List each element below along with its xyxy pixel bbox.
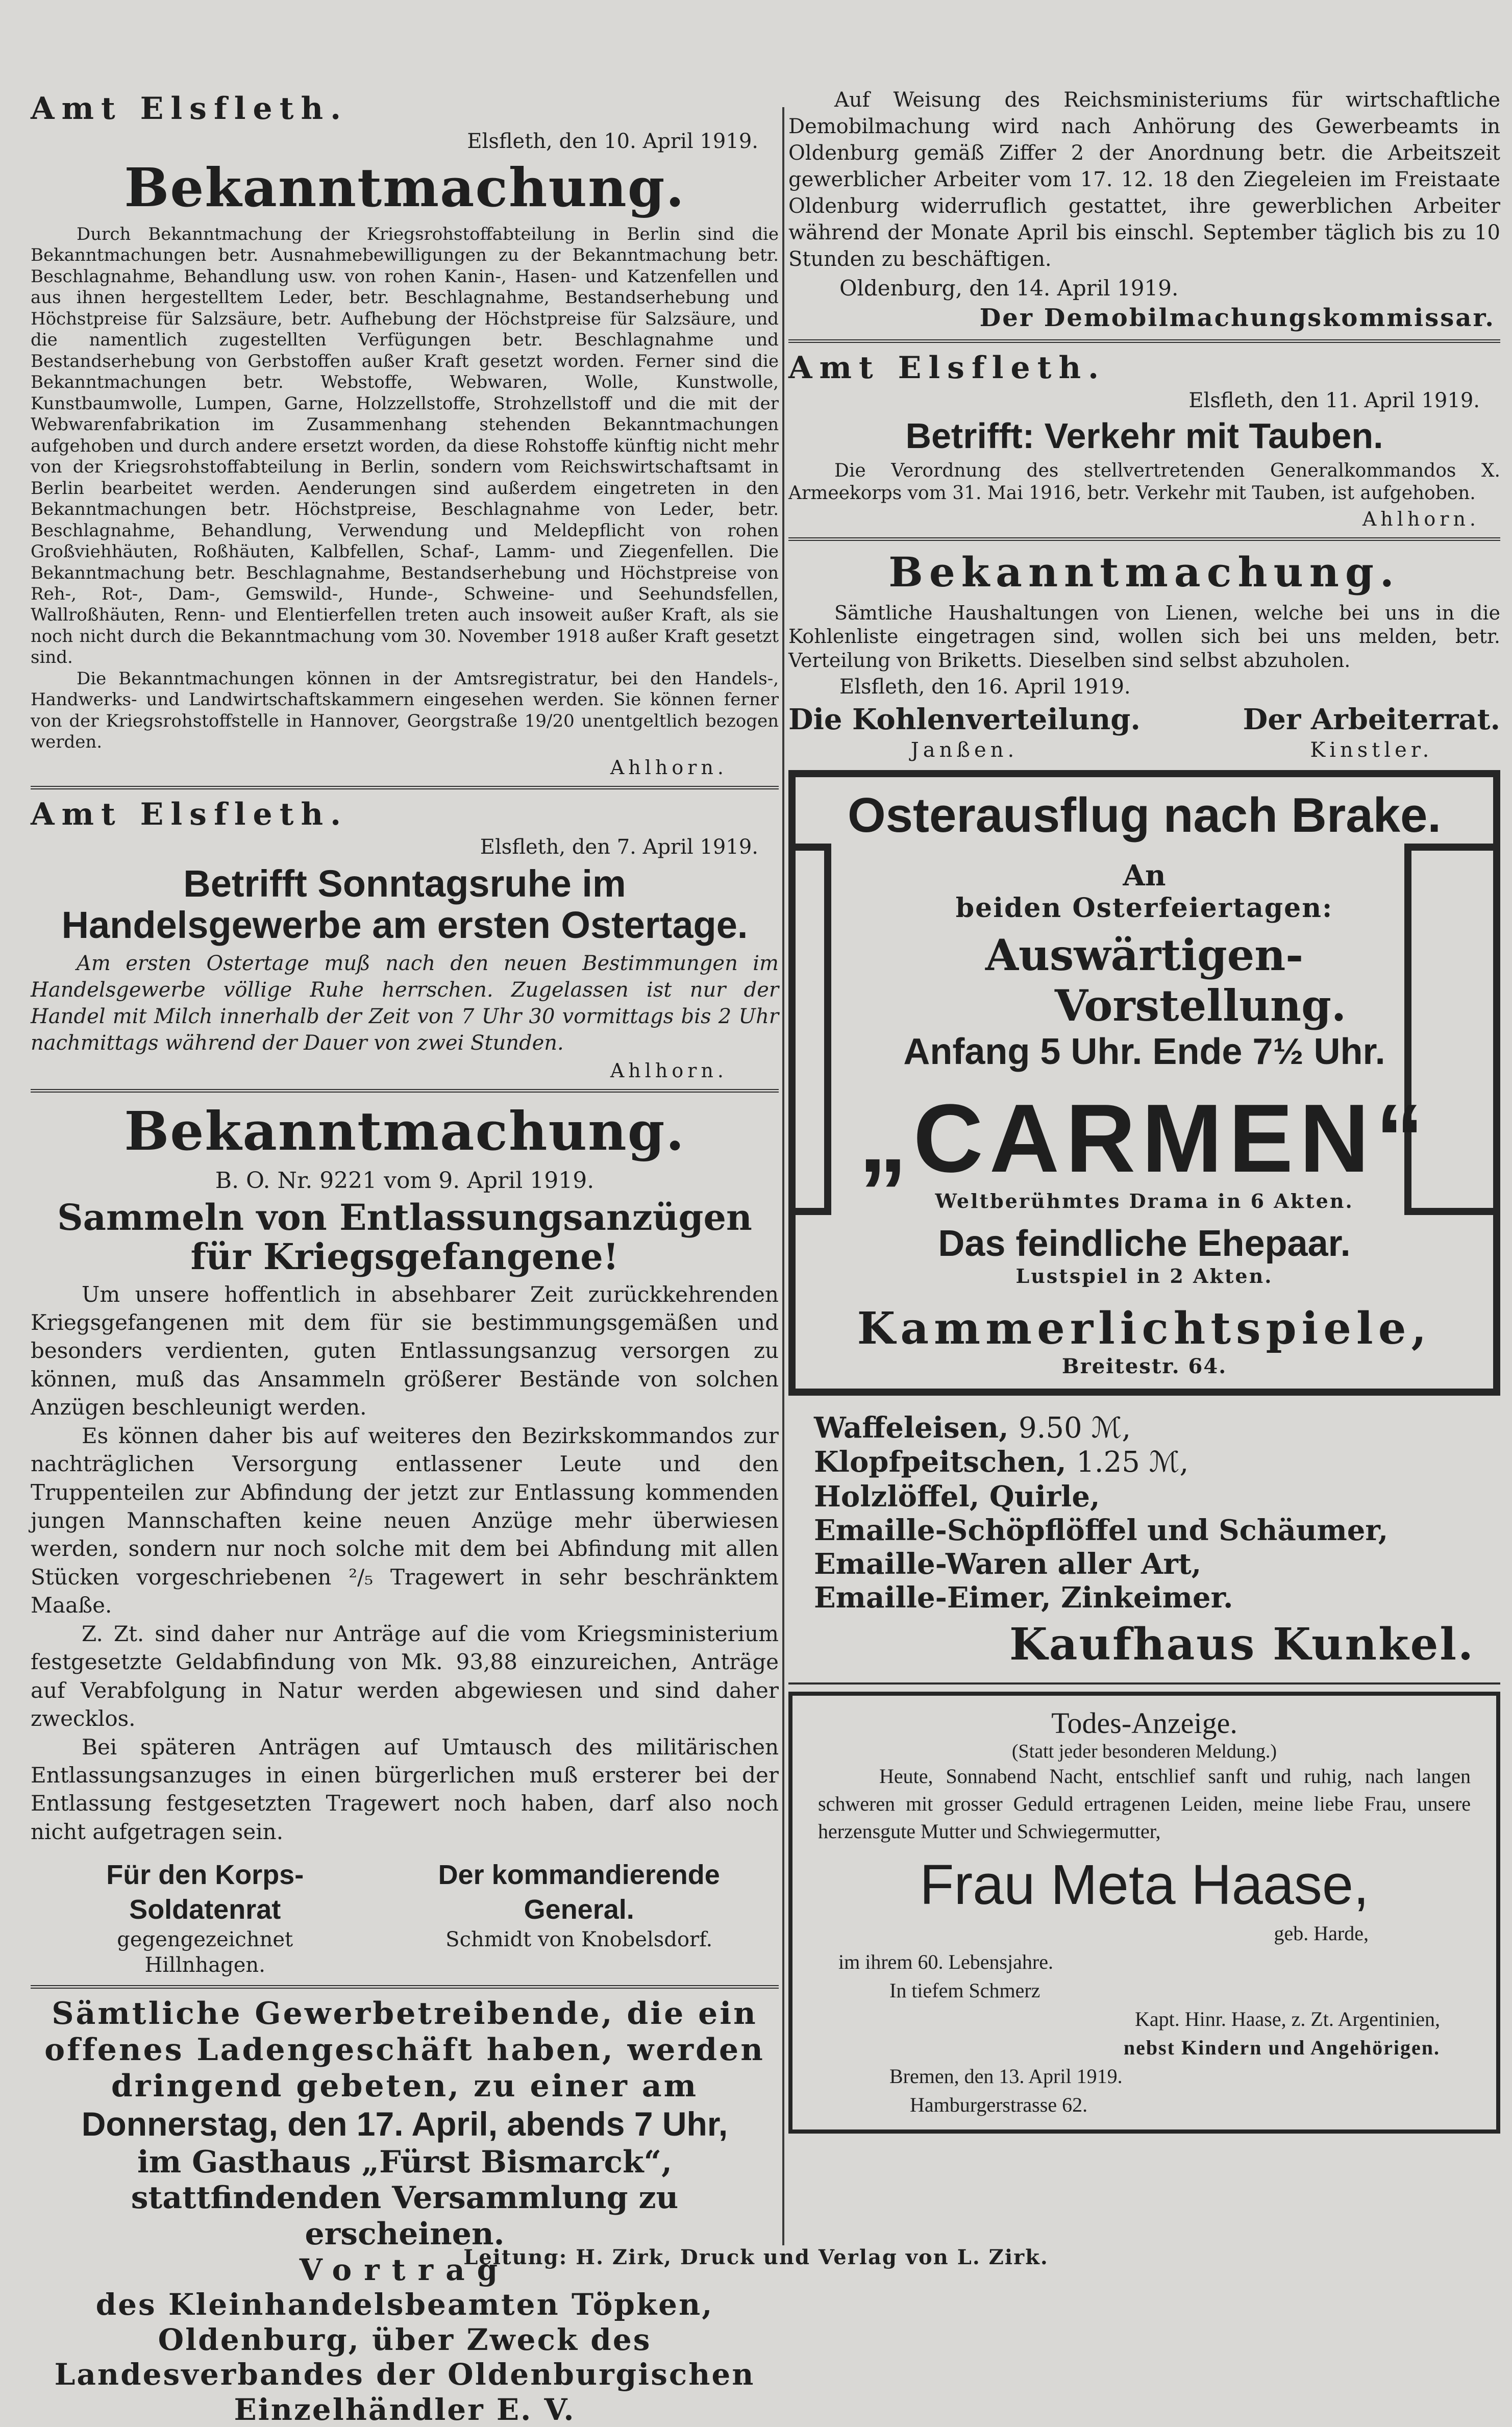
notice-paragraph: Am ersten Ostertage muß nach den neuen Bestimmungen im Handelsgewerbe völlige Ruhe herrschen. Zugelassen ist nur der Handel mit Milch innerhalb der Zeit von 7 Uhr 30 vormittags bis 2 Uhr nachmittags während der Dauer von zwei Stunden. — [31, 951, 779, 1055]
notice-paragraph: Sämtliche Haushaltungen von Lienen, welche bei uns in die Kohlenliste eingetragen sind, wollen sich bei uns melden, betr. Verteilung von Briketts. Dieselben sind selbst abzuholen. — [788, 601, 1500, 672]
mourner-line: Kapt. Hinr. Haase, z. Zt. Argentinien, — [1134, 2007, 1440, 2030]
notice-heading: Amt Elsfleth. — [31, 91, 348, 127]
notice-paragraph: Durch Bekanntmachung der Kriegsrohstoffabteilung in Berlin sind die Bekanntmachungen betr. Ausnahmebewilligungen zu der Bekanntmachung betr. Beschlagnahme, Behandlung usw. von rohen Kanin-, Hasen- und Katzenfellen und aus ihnen hergestelltem Leder, betr. Beschlagnahme, Bestandserhebung und Höchstpreise für Salzsäure, betr. Aufhebung der Höchstpreise für Salzsäure, und die namentlich zugestellten Verfügungen betr. Beschlagnahme und Bestandserhebung von Gerbstoffen außer Kraft gesetzt worden. Ferner sind die Bekanntmachungen betr. Webstoffe, Webwaren, Wolle, Kunstwolle, Kunstbaumwolle, Lumpen, Garne, Holzzellstoffe, Strohzellstoff und die mit der Webwarenfabrikation im Zusammenhang stehenden Bekanntmachungen aufgehoben und durch andere ersetzt worden, da diese Rohstoffe künftig nicht mehr von der Kriegsrohstoffabteilung in Berlin, sondern vom Reichswirtschaftsamt in Berlin bearbeitet werden. Aenderungen sind außerdem eingetreten in den Bekanntmachungen betr. Höchstpreise, Beschlagnahme von Leder, betr. Beschlagnahme, Behandlung, Verwendung und Meldepflicht von rohen Großviehhäuten, Roßhäuten, Kalbfellen, Schaf-, Lamm- und Ziegenfellen. Die Bekanntmachung betr. Beschlagnahme, Bestandserhebung und Höchstpreise von Reh-, Rot-, Dam-, Gemswild-, Hunde-, Schweine- und Seehundsfellen, Wallroßhäuten, Renn- und Elentierfellen treten auch insoweit außer Kraft, als sie noch nicht durch die Bekanntmachung vom 30. November 1918 außer Kraft gesetzt sind. — [31, 224, 779, 668]
shop-item-name: Klopfpeitschen, — [814, 1445, 1067, 1479]
divider — [788, 339, 1500, 343]
left-column — [31, 87, 779, 2427]
notice-signature: Ahlhorn. — [1362, 507, 1480, 530]
notice-subject: Betrifft: Verkehr mit Tauben. — [905, 416, 1383, 456]
deceased-age: im ihrem 60. Lebensjahre. — [838, 1950, 1053, 1973]
signature-right — [379, 1858, 779, 1978]
shop-item: Emaille-Waren aller Art, — [814, 1547, 1202, 1581]
divider — [31, 786, 779, 789]
signature-line: Hillnhagen. — [144, 1953, 265, 1977]
meeting-lecture-label: Vortrag — [299, 2252, 510, 2287]
cinema-line1: Auswärtigen- — [985, 929, 1304, 980]
column-divider — [782, 107, 784, 2245]
deceased-nee: geb. Harde, — [1274, 1921, 1369, 1945]
notice-paragraph: Bei späteren Anträgen auf Umtausch des militärischen Entlassungsanzuges in einen bürgerlichen muß ersterer bei der Entlassung festgesetzten Tragewert noch haben, darf also noch nicht aufgetragen sein. — [31, 1734, 779, 1844]
notice-date: Elsfleth, den 11. April 1919. — [1188, 389, 1480, 412]
notice-reference: B. O. Nr. 9221 vom 9. April 1919. — [215, 1167, 594, 1194]
notice-paragraph: Z. Zt. sind daher nur Anträge auf die vom Kriegsministerium festgesetzte Geldabfindung von Mk. 93,88 einzureichen, Anträge auf Verabfolgung in Natur werden abgewiesen und sind daher zwecklos. — [31, 1621, 779, 1731]
notice-heading: Amt Elsfleth. — [788, 350, 1106, 386]
meeting-date: Donnerstag, den 17. April, abends 7 Uhr, — [81, 2104, 728, 2143]
signature-row — [788, 702, 1500, 763]
notice-subject: Betrifft Sonntagsruhe im Handelsgewerbe am ersten Ostertage. — [61, 862, 748, 947]
meeting-invitation: Sämtliche Gewerbetreibende, die ein offenes Ladengeschäft haben, werden dringend gebeten, zu einer am — [44, 1996, 765, 2104]
shop-item-name: Waffeleisen, — [814, 1411, 1009, 1445]
cinema-venue: Kammerlichtspiele, — [857, 1303, 1432, 1355]
notice-date: Elsfleth, den 7. April 1919. — [480, 835, 758, 859]
meeting-lecture-topic: des Kleinhandelsbeamten Töpken, Oldenburg, über Zweck des Landesverbandes der Oldenburgischen Einzelhändler E. V. — [54, 2287, 755, 2427]
cinema-days: beiden Osterfeiertagen: — [955, 892, 1333, 924]
notice-tauben — [788, 350, 1500, 530]
notice-signature: Ahlhorn. — [610, 1059, 728, 1082]
place-date: Bremen, den 13. April 1919. — [889, 2064, 1123, 2088]
shop-item: Emaille-Schöpflöffel und Schäumer, — [814, 1513, 1389, 1547]
shop-item: Holzlöffel, Quirle, — [814, 1479, 1100, 1514]
signature-line: Schmidt von Knobelsdorf. — [445, 1928, 713, 1952]
cinema-advertisement — [788, 770, 1500, 1396]
signature-right — [1243, 702, 1500, 763]
notice-amt-elsfleth-1 — [31, 91, 779, 779]
page-footer: Leitung: H. Zirk, Druck und Verlag von L. Zirk. — [463, 2245, 1049, 2269]
right-column — [788, 87, 1500, 2141]
signature-title: Der Arbeiterrat. — [1243, 702, 1500, 736]
notice-date: Elsfleth, den 16. April 1919. — [839, 675, 1131, 699]
shop-item-price: 1.25 ℳ, — [1076, 1446, 1189, 1479]
signature-left — [31, 1858, 379, 1978]
address-line: Hamburgerstrasse 62. — [910, 2093, 1088, 2116]
death-notice-paragraph: Heute, Sonnabend Nacht, entschlief sanft und ruhig, nach langen schweren mit grosser Geduld ertragenen Leiden, meine liebe Frau, unsere herzensgute Mutter und Schwiegermutter, — [818, 1764, 1471, 1843]
meeting-announcement — [31, 1996, 779, 2427]
signature-name: Janßen. — [910, 738, 1019, 762]
divider — [788, 1682, 1500, 1685]
meeting-venue: im Gasthaus „Fürst Bismarck“, — [137, 2144, 672, 2180]
shop-item: Emaille-Eimer, Zinkeimer. — [814, 1580, 1233, 1615]
shop-firm-name: Kaufhaus Kunkel. — [1009, 1618, 1475, 1670]
notice-entlassungsanzuege — [31, 1100, 779, 1978]
notice-title: Bekanntmachung. — [888, 548, 1400, 596]
divider — [31, 1985, 779, 1989]
death-notice-title: Todes-Anzeige. — [1051, 1706, 1237, 1740]
shop-item — [814, 1445, 1475, 1479]
cinema-address: Breitestr. 64. — [1061, 1354, 1227, 1379]
signature-row — [31, 1858, 779, 1978]
signature-title: Der kommandierende General. — [438, 1860, 720, 1925]
cinema-line2: Vorstellung. — [1054, 980, 1347, 1031]
notice-paragraph: Die Verordnung des stellvertretenden Generalkommandos X. Armeekorps vom 31. Mai 1916, betr. Verkehr mit Tauben, ist aufgehoben. — [788, 460, 1500, 504]
death-notice-subtitle: (Statt jeder besonderen Meldung.) — [1011, 1740, 1277, 1762]
notice-date: Oldenburg, den 14. April 1919. — [839, 276, 1179, 301]
notice-paragraph: Auf Weisung des Reichsministeriums für wirtschaftliche Demobilmachung wird nach Anhörung des Gewerbeamts in Oldenburg gemäß Ziffer 2 der Anordnung betr. die Arbeitszeit gewerblicher Arbeiter vom 17. 12. 18 den Ziegeleien im Freistaate Oldenburg widerruflich gestattet, ihre gewerblichen Arbeiter während der Monate April bis einschl. September täglich bis zu 10 Stunden zu beschäftigen. — [788, 88, 1500, 271]
mourner-line: nebst Kindern und Angehörigen. — [1123, 2036, 1440, 2059]
notice-paragraph: Die Bekanntmachungen können in der Amtsregistratur, bei den Handels-, Handwerks- und Landwirtschaftskammern eingesehen werden. Sie können ferner von der Kriegsrohstoffstelle in Hannover, Georgstraße 19/20 unentgeltlich bezogen werden. — [31, 668, 779, 753]
divider — [31, 1089, 779, 1093]
notice-subject: Sammeln von Entlassungsanzügen für Kriegsgefangene! — [57, 1196, 752, 1278]
signature-title: Die Kohlenverteilung. — [788, 702, 1141, 736]
signature-line: gegengezeichnet — [117, 1928, 293, 1952]
grief-line: In tiefem Schmerz — [889, 1978, 1040, 2002]
notice-amt-elsfleth-2 — [31, 797, 779, 1082]
notice-paragraph: Um unsere hoffentlich in absehbarer Zeit zurückkehrenden Kriegsgefangenen mit dem für sie bestimmungsgemäßen und besonders verdienten, guten Entlassungsanzug versorgen zu können, muß das Ansammeln größerer Bestände von solchen Anzügen beschleunigt werden. — [31, 1281, 779, 1420]
shop-item — [814, 1411, 1475, 1445]
cinema-film-desc: Weltberühmtes Drama in 6 Akten. — [935, 1190, 1354, 1213]
notice-paragraph: Es können daher bis auf weiteres den Bezirkskommandos zur nachträglichen Versorgung entlassener Leute und den Truppenteilen zur Abfindung der jetzt zur Entlassung kommenden jungen Mannschaften keine neuen Anzüge mehr überwiesen werden, sondern nur noch solche mit dem bei Abfindung mit allen Stücken vorgeschriebenen ²/₅ Tragewert in sehr beschränktem Maaße. — [31, 1423, 779, 1618]
divider — [788, 537, 1500, 541]
notice-signature: Ahlhorn. — [610, 756, 728, 779]
cinema-film2-desc: Lustspiel in 2 Akten. — [1015, 1265, 1273, 1288]
notice-heading: Amt Elsfleth. — [31, 796, 348, 832]
notice-title: Bekanntmachung. — [124, 1099, 685, 1162]
shop-item-price: 9.50 ℳ, — [1018, 1411, 1131, 1445]
cinema-film2-title: Das feindliche Ehepaar. — [938, 1223, 1351, 1265]
death-notice — [788, 1692, 1500, 2134]
cinema-times: Anfang 5 Uhr. Ende 7½ Uhr. — [903, 1031, 1385, 1072]
cinema-headline: Osterausflug nach Brake. — [847, 787, 1442, 843]
deceased-name: Frau Meta Haase, — [920, 1853, 1369, 1916]
notice-title: Bekanntmachung. — [124, 156, 685, 219]
cinema-film-title: „CARMEN“ — [858, 1084, 1430, 1193]
signature-name: Kinstler. — [1310, 738, 1433, 762]
notice-signature: Der Demobilmachungskommissar. — [979, 304, 1495, 332]
notice-kohlen — [788, 548, 1500, 763]
signature-title: Für den Korps-Soldatenrat — [106, 1860, 304, 1925]
notice-date: Elsfleth, den 10. April 1919. — [467, 130, 758, 153]
shop-advertisement — [788, 1403, 1500, 1675]
meeting-call: stattfindenden Versammlung zu erscheinen. — [131, 2180, 679, 2252]
notice-demobilmachung — [788, 87, 1500, 332]
cinema-an: An — [1123, 858, 1166, 893]
cinema-body — [796, 859, 1493, 1379]
signature-left — [788, 702, 1141, 763]
